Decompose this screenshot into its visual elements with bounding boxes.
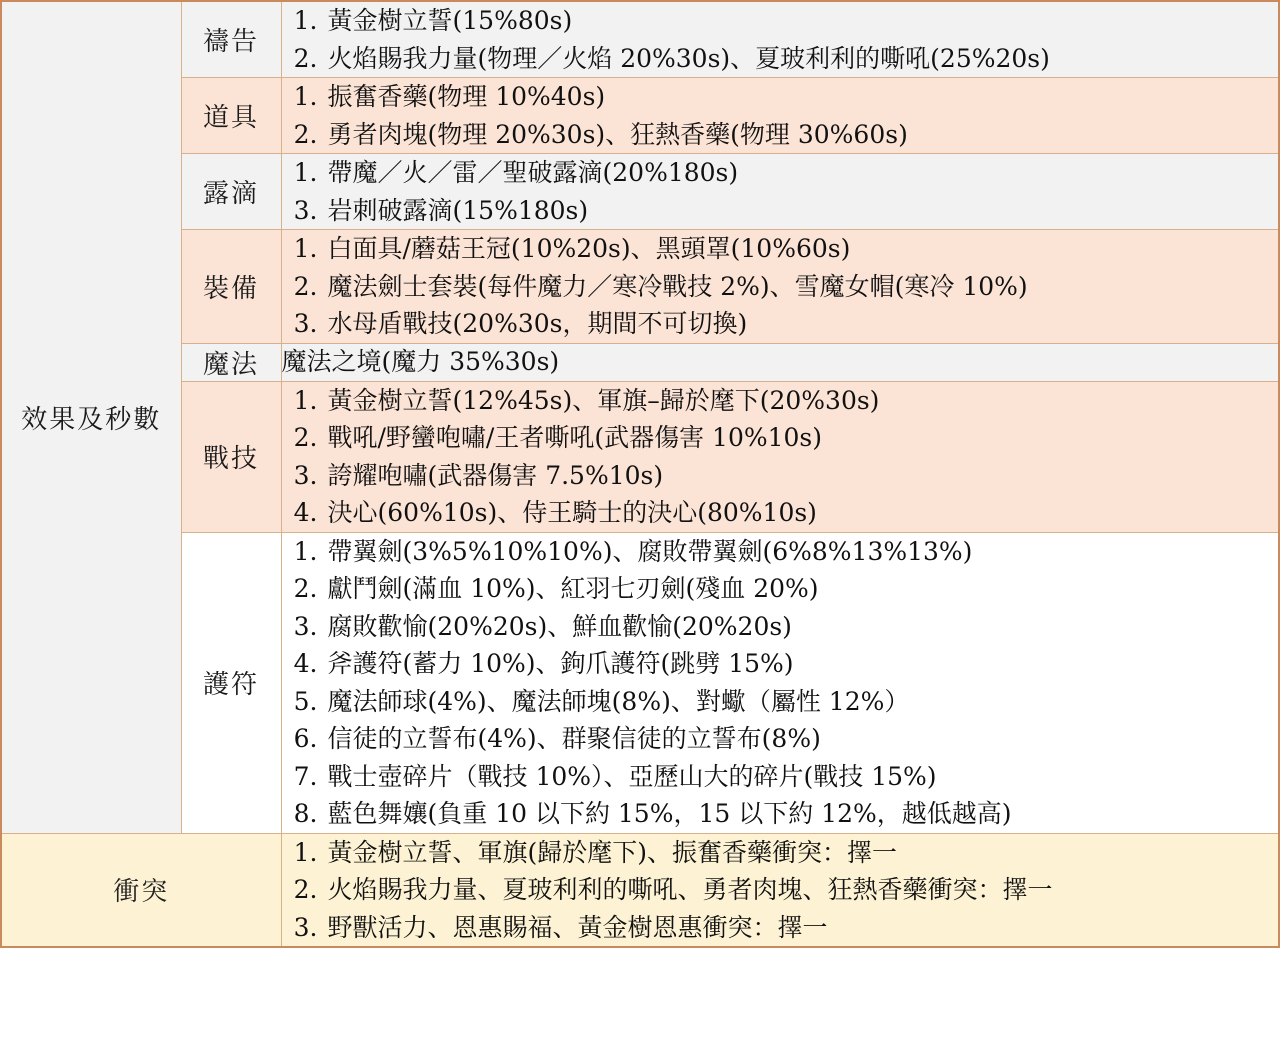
- item-number: 4.: [293, 649, 318, 678]
- item-list: [282, 382, 1279, 532]
- item-number: 1.: [293, 158, 318, 187]
- item-number: 2.: [293, 574, 318, 603]
- item-text: 獻鬥劍(滿血 10%)、紅羽七刃劍(殘血 20%): [327, 574, 819, 603]
- content-talismans: [281, 532, 1279, 833]
- item-text: 振奮香藥(物理 10%40s): [327, 82, 606, 111]
- content-prayer: [281, 1, 1279, 78]
- table-row: [1, 381, 1279, 532]
- item-number: 3.: [293, 912, 318, 942]
- item-list: [282, 2, 1279, 77]
- item-number: 1.: [293, 234, 318, 263]
- item-number: 1.: [293, 6, 318, 35]
- subcategory-equipment: 裝備: [181, 230, 281, 344]
- item-number: 1.: [293, 837, 318, 867]
- subcategory-items: 道具: [181, 78, 281, 154]
- item-text: 魔法之境(魔力 35%30s): [281, 347, 560, 377]
- item-list: [282, 533, 1279, 833]
- item-text: 帶翼劍(3%5%10%10%)、腐敗帶翼劍(6%8%13%13%): [327, 536, 973, 566]
- table-body: [1, 1, 1279, 947]
- item-number: 1.: [293, 82, 318, 111]
- list-item: [282, 2, 1279, 40]
- item-number: 2.: [293, 423, 318, 452]
- list-item: [282, 834, 1279, 872]
- item-text: 黃金樹立誓(12%45s)、軍旗–歸於麾下(20%30s): [327, 385, 880, 415]
- item-text: 藍色舞孃(負重 10 以下約 15%，15 以下約 12%，越低越高): [327, 799, 1012, 828]
- item-number: 3.: [293, 309, 318, 338]
- content-equipment: [281, 230, 1279, 344]
- item-text: 決心(60%10s)、侍王騎士的決心(80%10s): [327, 498, 817, 527]
- content-dew: [281, 154, 1279, 230]
- table-row: [1, 833, 1279, 947]
- subcategory-talismans: 護符: [181, 532, 281, 833]
- list-item: [282, 570, 1279, 608]
- list-item: [282, 720, 1279, 758]
- item-number: 2.: [293, 271, 318, 301]
- item-text: 黃金樹立誓(15%80s): [327, 6, 573, 35]
- item-list: [282, 154, 1279, 229]
- item-number: 3.: [293, 460, 318, 490]
- item-number: 3.: [293, 611, 318, 641]
- table-row: [1, 154, 1279, 230]
- item-number: 1.: [293, 536, 318, 566]
- item-number: 7.: [293, 761, 318, 791]
- list-item: [282, 645, 1279, 683]
- list-item: [282, 533, 1279, 571]
- item-number: 5.: [293, 686, 318, 716]
- table-row: [1, 532, 1279, 833]
- content-conflict: [281, 833, 1279, 947]
- item-number: 4.: [293, 498, 318, 527]
- subcategory-prayer: 禱告: [181, 1, 281, 78]
- list-item: [282, 116, 1279, 154]
- list-item: [282, 192, 1279, 230]
- content-magic: [281, 343, 1279, 381]
- list-item: [282, 78, 1279, 116]
- list-item: [282, 608, 1279, 646]
- item-text: 火焰賜我力量(物理／火焰 20%30s)、夏玻利利的嘶吼(25%20s): [327, 43, 1050, 73]
- item-text: 魔法劍士套裝(每件魔力／寒冷戰技 2%)、雪魔女帽(寒冷 10%): [327, 271, 1028, 301]
- item-number: 8.: [293, 799, 318, 828]
- item-number: 6.: [293, 724, 318, 753]
- table-row: [1, 230, 1279, 344]
- item-text: 勇者肉塊(物理 20%30s)、狂熱香藥(物理 30%60s): [327, 119, 908, 149]
- list-item: [282, 457, 1279, 495]
- list-item: [282, 871, 1279, 909]
- item-number: 3.: [293, 195, 318, 225]
- content-items: [281, 78, 1279, 154]
- item-text: 野獸活力、恩惠賜福、黃金樹恩惠衝突：擇一: [327, 912, 828, 942]
- item-list: [282, 230, 1279, 343]
- list-item: [282, 305, 1279, 343]
- item-list: [282, 834, 1279, 947]
- table-row: [1, 78, 1279, 154]
- subcategory-magic: 魔法: [181, 343, 281, 381]
- item-text: 戰士壺碎片（戰技 10%）、亞歷山大的碎片(戰技 15%): [327, 761, 937, 791]
- list-item: [282, 683, 1279, 721]
- list-item: [282, 909, 1279, 947]
- item-text: 斧護符(蓄力 10%)、鉤爪護符(跳劈 15%): [327, 649, 794, 678]
- item-text: 腐敗歡愉(20%20s)、鮮血歡愉(20%20s): [327, 611, 792, 641]
- item-number: 2.: [293, 119, 318, 149]
- item-text: 戰吼/野蠻咆嘯/王者嘶吼(武器傷害 10%10s): [327, 423, 823, 452]
- category-cell-effects: 效果及秒數: [1, 1, 181, 833]
- item-text: 白面具/蘑菇王冠(10%20s)、黑頭罩(10%60s): [327, 234, 851, 263]
- item-text: 火焰賜我力量、夏玻利利的嘶吼、勇者肉塊、狂熱香藥衝突：擇一: [327, 875, 1053, 904]
- item-text: 信徒的立誓布(4%)、群聚信徒的立誓布(8%): [327, 724, 821, 753]
- item-number: 2.: [293, 875, 318, 904]
- list-item: [282, 154, 1279, 192]
- list-item: [282, 382, 1279, 420]
- item-text: 岩刺破露滴(15%180s): [327, 195, 589, 225]
- item-text: 帶魔／火／雷／聖破露滴(20%180s): [327, 158, 739, 187]
- category-cell-conflict: 衝突: [1, 833, 281, 947]
- item-number: 1.: [293, 385, 318, 415]
- table-row: [1, 343, 1279, 381]
- list-item: [282, 230, 1279, 268]
- table-row: [1, 1, 1279, 78]
- list-item: [282, 419, 1279, 457]
- subcategory-dew: 露滴: [181, 154, 281, 230]
- list-item: [282, 268, 1279, 306]
- subcategory-ashes-of-war: 戰技: [181, 381, 281, 532]
- list-item: [282, 494, 1279, 532]
- item-text: 魔法師球(4%)、魔法師塊(8%)、對蠍（屬性 12%）: [327, 686, 910, 716]
- list-item: [282, 795, 1279, 833]
- item-text: 誇耀咆嘯(武器傷害 7.5%10s): [327, 460, 664, 490]
- item-list: [282, 78, 1279, 153]
- item-text: 水母盾戰技(20%30s，期間不可切換): [327, 309, 748, 338]
- item-number: 2.: [293, 43, 318, 73]
- content-ashes-of-war: [281, 381, 1279, 532]
- item-text: 黃金樹立誓、軍旗(歸於麾下)、振奮香藥衝突：擇一: [327, 837, 898, 867]
- list-item: [282, 40, 1279, 78]
- list-item: [282, 758, 1279, 796]
